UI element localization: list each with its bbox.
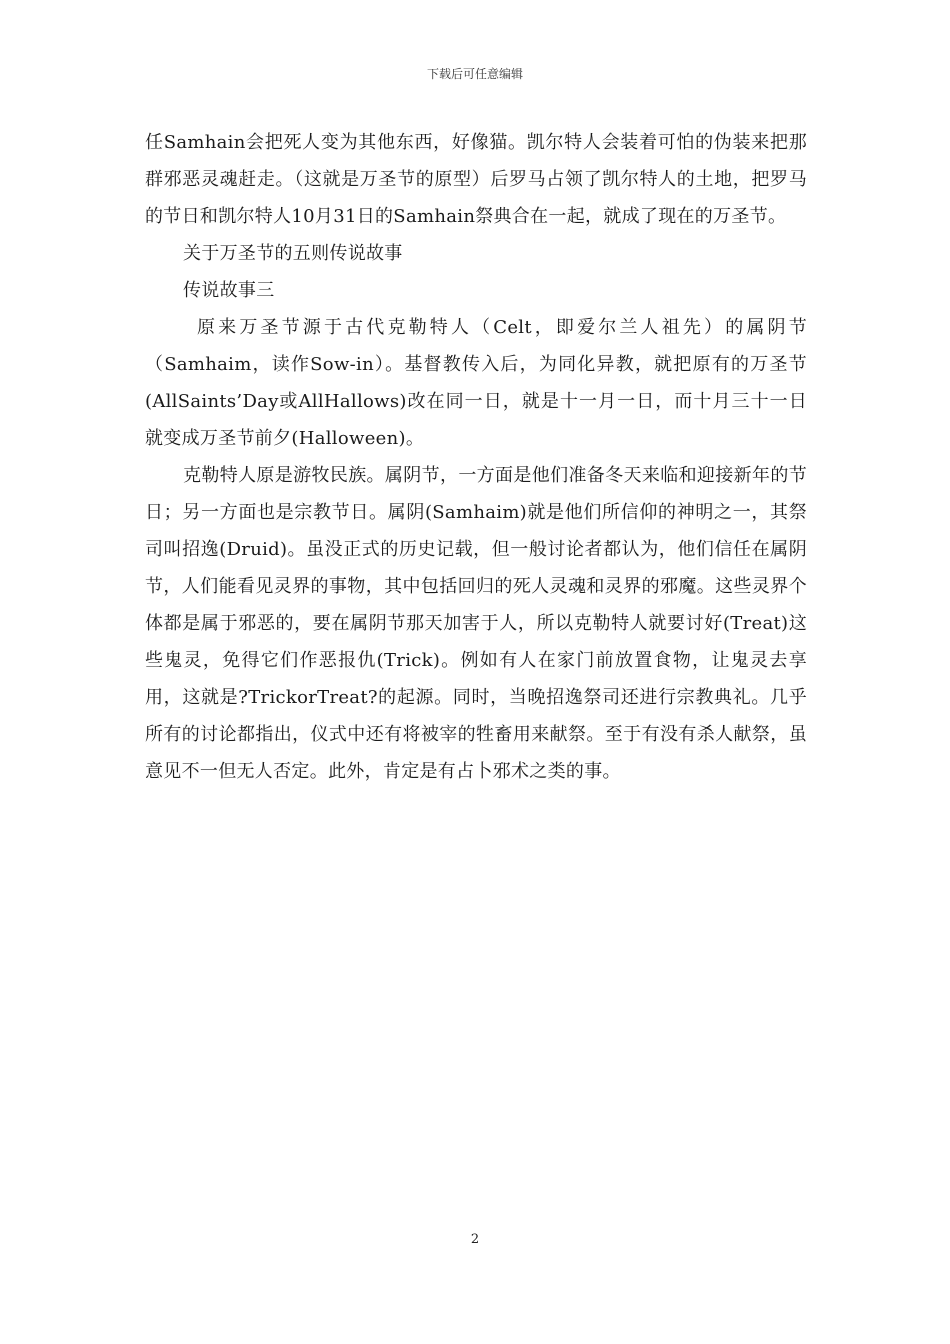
document-body: [145, 124, 807, 790]
page-number: 2: [470, 1232, 480, 1247]
paragraph-samhain-origin: 任Samhain会把死人变为其他东西，好像猫。凯尔特人会装着可怕的伪装来把那群邪恶灵魂赶走。（这就是万圣节的原型）后罗马占领了凯尔特人的土地，把罗马的节日和凯尔特人10月31日的Samhain祭典合在一起，就成了现在的万圣节。: [145, 132, 807, 227]
paragraph-celt-origin: 原来万圣节源于古代克勒特人（Celt，即爱尔兰人祖先）的属阴节（Samhaim，读作Sow-in）。基督教传入后，为同化异教，就把原有的万圣节(AllSaints’Day或AllHallows)改在同一日，就是十一月一日，而十月三十一日就变成万圣节前夕(Halloween)。: [145, 317, 807, 449]
section-heading: 关于万圣节的五则传说故事: [183, 243, 403, 264]
page-header: 下载后可任意编辑: [426, 67, 523, 81]
paragraph-celt-customs: 克勒特人原是游牧民族。属阴节，一方面是他们准备冬天来临和迎接新年的节日；另一方面也是宗教节日。属阴(Samhaim)就是他们所信仰的神明之一，其祭司叫招逸(Druid)。虽没正式的历史记载，但一般讨论者都认为，他们信任在属阴节，人们能看见灵界的事物，其中包括回归的死人灵魂和灵界的邪魔。这些灵界个体都是属于邪恶的，要在属阴节那天加害于人，所以克勒特人就要讨好(Treat)这些鬼灵，免得它们作恶报仇(Trick)。例如有人在家门前放置食物，让鬼灵去享用，这就是?TrickorTreat?的起源。同时，当晚招逸祭司还进行宗教典礼。几乎所有的讨论都指出，仪式中还有将被宰的牲畜用来献祭。至于有没有杀人献祭，虽意见不一但无人否定。此外，肯定是有占卜邪术之类的事。: [145, 465, 807, 782]
story-heading: 传说故事三: [183, 280, 275, 301]
